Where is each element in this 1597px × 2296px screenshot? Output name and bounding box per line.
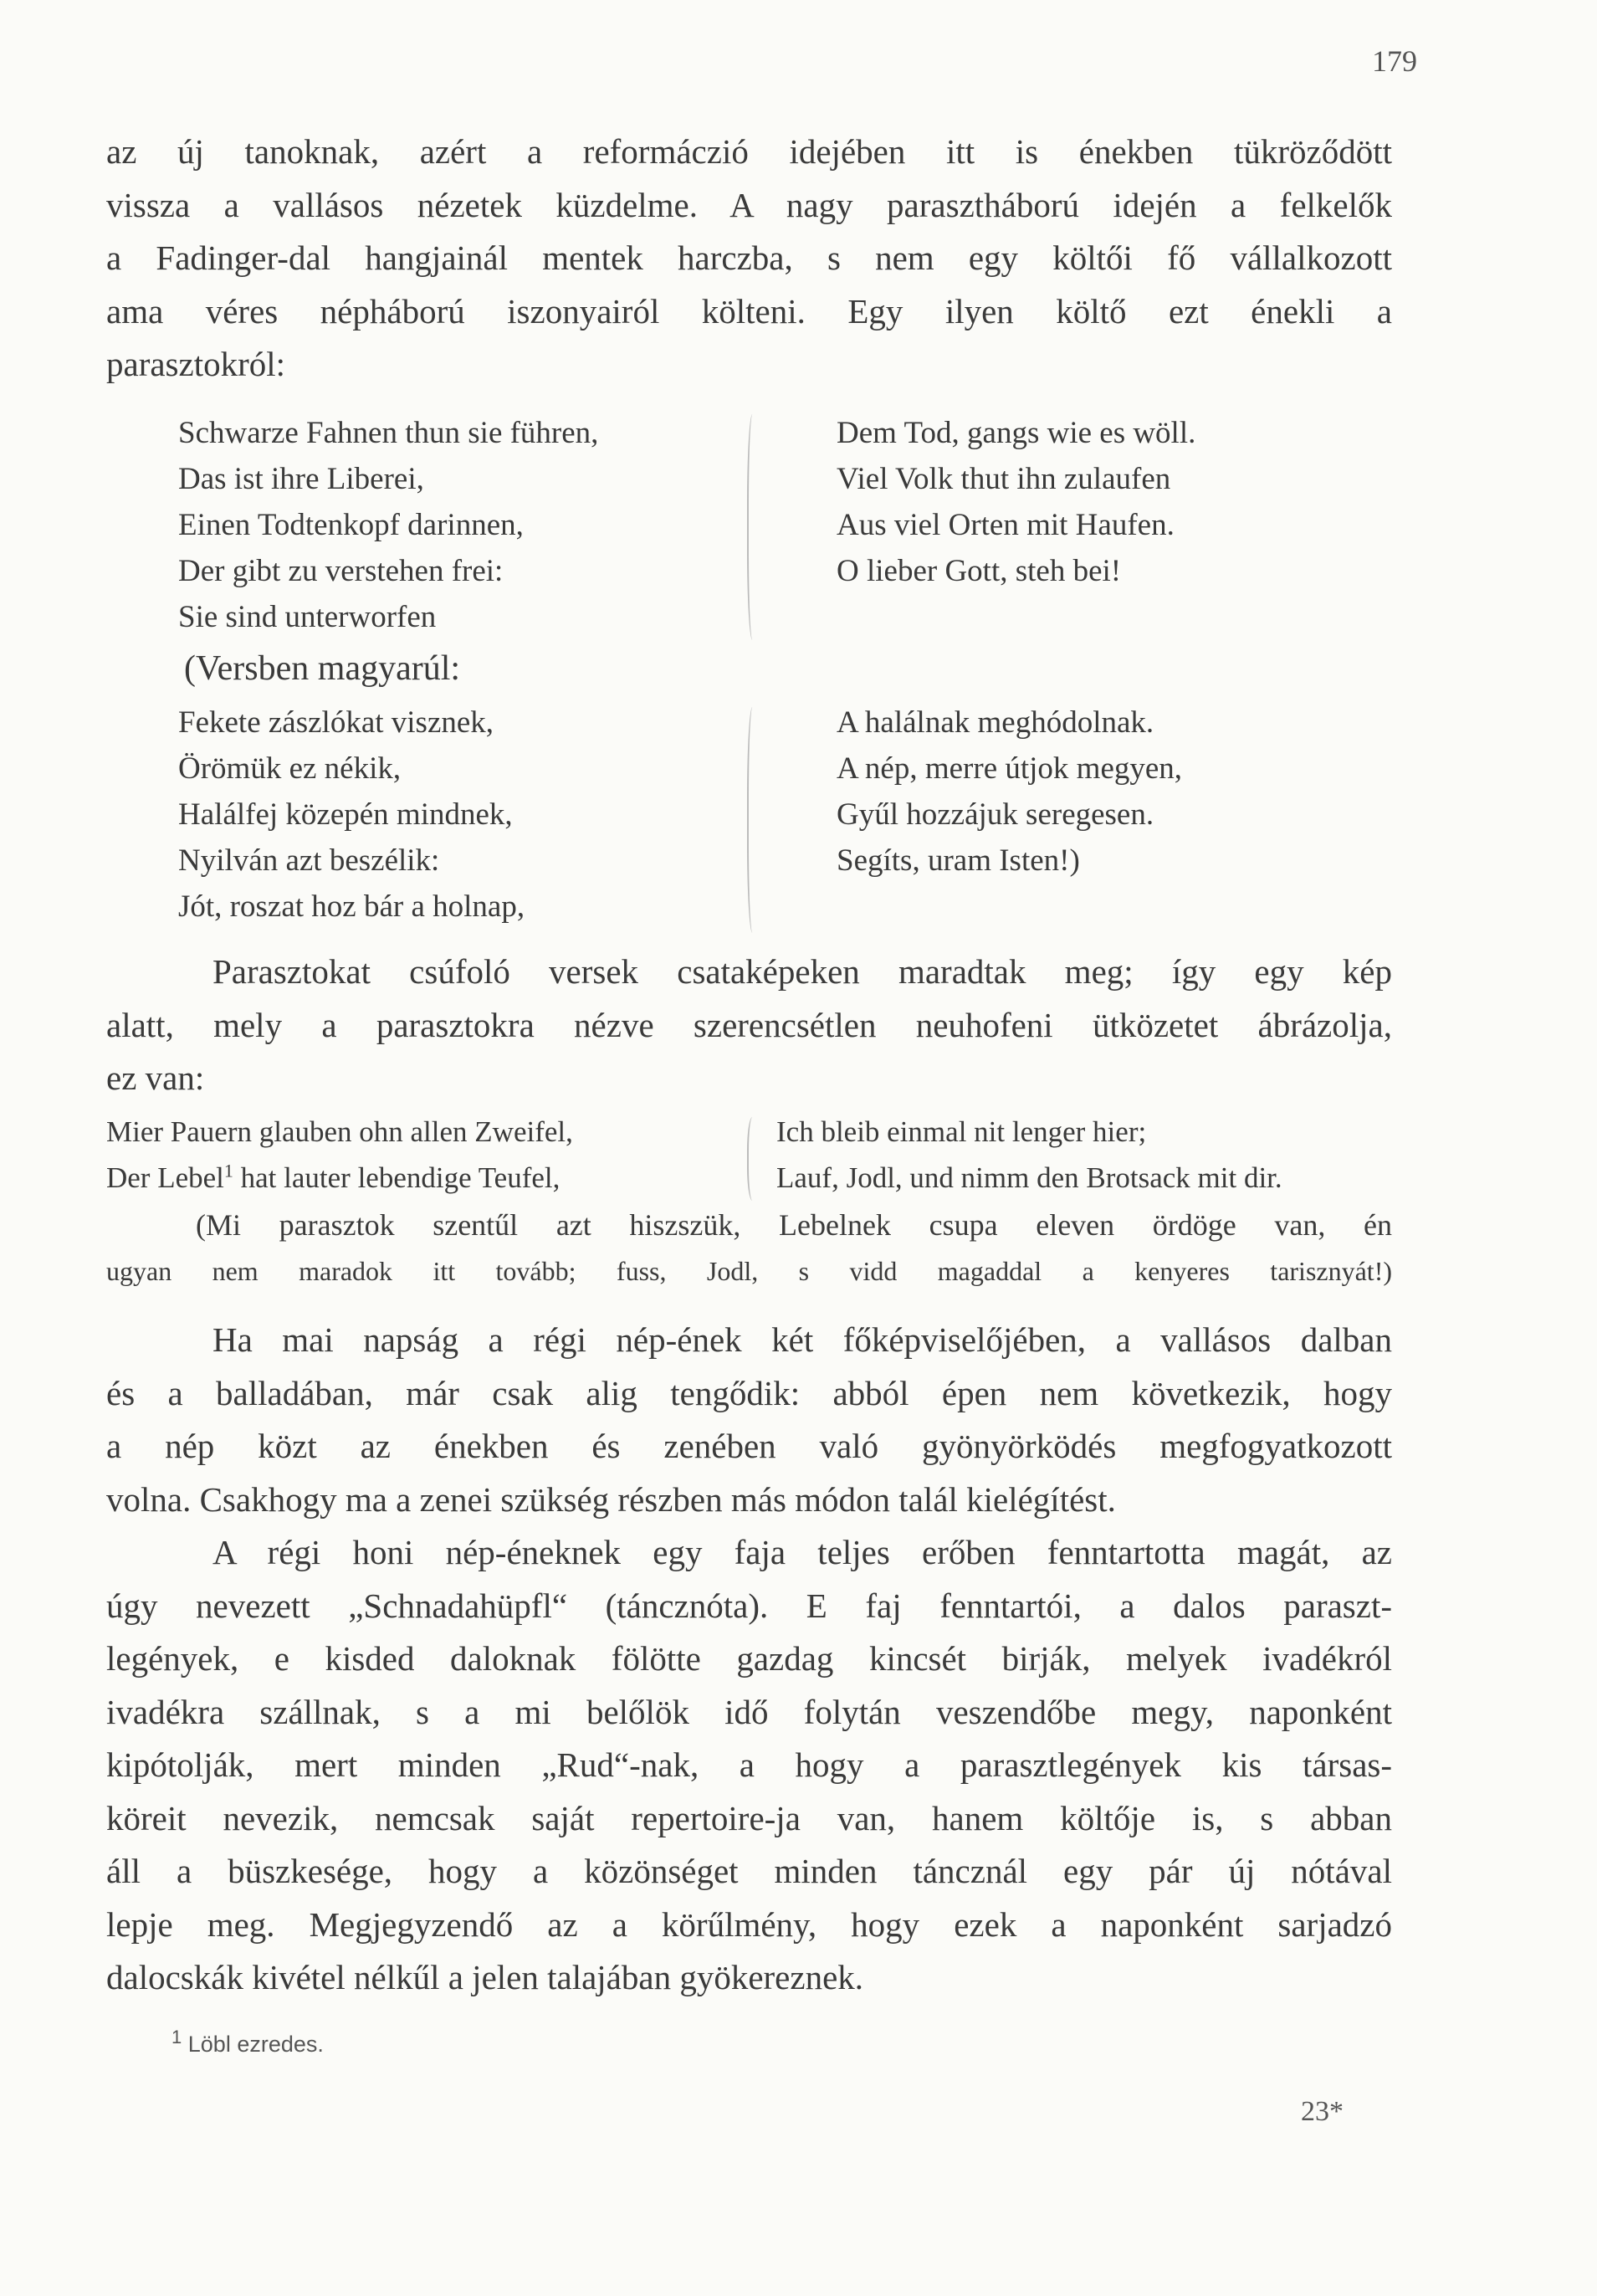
text-line: köreit nevezik, nemcsak saját repertoire-ja van, hanem költője is, s abban [106, 1798, 1392, 1837]
verse-line: Nyilván azt beszélik: [178, 843, 440, 878]
text-line: legények, e kisded daloknak fölötte gazdag kincsét birják, melyek ivadékról [106, 1639, 1392, 1678]
verse-line: Einen Todtenkopf darinnen, [178, 508, 524, 542]
text-line: alatt, mely a parasztokra nézve szerencsétlen neuhofeni ütközetet ábrázolja, [106, 1005, 1392, 1044]
text-line: ugyan nem maradok itt tovább; fuss, Jodl, s vidd magaddal a kenyeres tarisznyát!) [106, 1256, 1392, 1286]
verse-line: Dem Tod, gangs wie es wöll. [837, 416, 1196, 450]
paragraph [106, 1314, 1392, 1526]
verse-line: Lauf, Jodl, und nimm den Brotsack mit dir. [776, 1161, 1282, 1194]
signature-mark: 23* [1301, 2096, 1344, 2127]
verse-brace [747, 707, 760, 933]
verse-line [106, 1155, 573, 1201]
verse-line: Mier Pauern glauben ohn allen Zweifel, [106, 1115, 573, 1148]
translation-heading: (Versben magyarúl: [184, 649, 461, 688]
verse-pauern-right [776, 1109, 1282, 1201]
text-line: ez van: [106, 1058, 205, 1097]
text-line: Ha mai napság a régi nép-ének két főképviselőjében, a vallásos dalban [212, 1320, 1392, 1359]
verse-brace [747, 1117, 760, 1201]
verse-text: hat lauter lebendige Teufel, [233, 1161, 560, 1194]
page-number: 179 [1372, 44, 1417, 78]
text-line: ivadékra szállnak, s a mi belőlök idő folytán veszendőbe megy, naponként [106, 1692, 1392, 1731]
verse-line: Segíts, uram Isten!) [837, 843, 1080, 878]
paragraph [106, 1526, 1392, 2005]
verse-line: Das ist ihre Liberei, [178, 462, 424, 496]
text-line: (Mi parasztok szentűl azt hiszszük, Lebelnek csupa eleven ördöge van, én [196, 1208, 1392, 1242]
verse-line: Ich bleib einmal nit lenger hier; [776, 1115, 1147, 1148]
footnote-text: Löbl ezredes. [187, 2032, 324, 2057]
text-line: és a balladában, már csak alig tengődik: abból épen nem következik, hogy [106, 1373, 1392, 1412]
text-line: vissza a vallásos nézetek küzdelme. A nagy parasztháború idején a felkelők [106, 185, 1392, 224]
text-line: úgy nevezett „Schnadahüpfl“ (táncznóta). E faj fenntartói, a dalos paraszt- [106, 1586, 1392, 1625]
verse-line: Halálfej közepén mindnek, [178, 797, 513, 832]
text-line: ama véres népháború iszonyairól költeni. Egy ilyen költő ezt énekli a [106, 291, 1392, 331]
text-line: lepje meg. Megjegyzendő az a körűlmény, hogy ezek a naponként sarjadzó [106, 1904, 1392, 1944]
verse-brace [747, 414, 760, 640]
text-line: a Fadinger-dal hangjainál mentek harczba, s nem egy költői fő vállalkozott [106, 238, 1392, 277]
text-line: az új tanoknak, azért a reformáczió idejében itt is énekben tükröződött [106, 132, 1392, 171]
intro-paragraph [106, 126, 1392, 392]
verse-line: Sie sind unterworfen [178, 600, 437, 634]
footnote-mark: 1 [171, 2027, 182, 2047]
verse-hungarian-left [178, 700, 525, 930]
verse-line: O lieber Gott, steh bei! [837, 554, 1122, 588]
verse-line: Der gibt zu verstehen frei: [178, 554, 504, 588]
text-line: Parasztokat csúfoló versek csataképeken maradtak meg; így egy kép [212, 952, 1392, 991]
text-line: a nép közt az énekben és zenében való gyönyörködés megfogyatkozott [106, 1427, 1392, 1465]
verse-line: Jót, roszat hoz bár a holnap, [178, 889, 525, 924]
verse-german-left [178, 410, 598, 640]
verse-line: Gyűl hozzájuk seregesen. [837, 797, 1154, 832]
verse-pauern-left [106, 1109, 573, 1201]
verse-german-right [837, 410, 1195, 594]
paragraph [106, 946, 1392, 1105]
verse-line: A halálnak meghódolnak. [837, 705, 1154, 740]
text-line: volna. Csakhogy ma a zenei szükség részben más módon talál kielégítést. [106, 1479, 1116, 1519]
text-line: A régi honi nép-éneknek egy faja teljes erőben fenntartotta magát, az [212, 1533, 1392, 1571]
text-line: dalocskák kivétel nélkűl a jelen talajában gyökereznek. [106, 1958, 864, 1996]
verse-line: Viel Volk thut ihn zulaufen [837, 462, 1171, 496]
text-line: parasztokról: [106, 345, 286, 383]
text-line: kipótolják, mert minden „Rud“-nak, a hogy a parasztlegények kis társas- [106, 1745, 1392, 1784]
translation-paragraph [106, 1202, 1392, 1294]
verse-hungarian-right [837, 700, 1182, 884]
footnote-ref: 1 [223, 1160, 233, 1181]
footnote [171, 2027, 324, 2058]
verse-line: A nép, merre útjok megyen, [837, 751, 1183, 786]
verse-text: Der Lebel [106, 1161, 224, 1194]
text-line: áll a büszkesége, hogy a közönséget minden táncznál egy pár új nótával [106, 1852, 1392, 1890]
verse-line: Fekete zászlókat visznek, [178, 705, 494, 740]
verse-line: Örömük ez nékik, [178, 751, 402, 786]
verse-line: Aus viel Orten mit Haufen. [837, 508, 1175, 542]
verse-line: Schwarze Fahnen thun sie führen, [178, 416, 599, 450]
